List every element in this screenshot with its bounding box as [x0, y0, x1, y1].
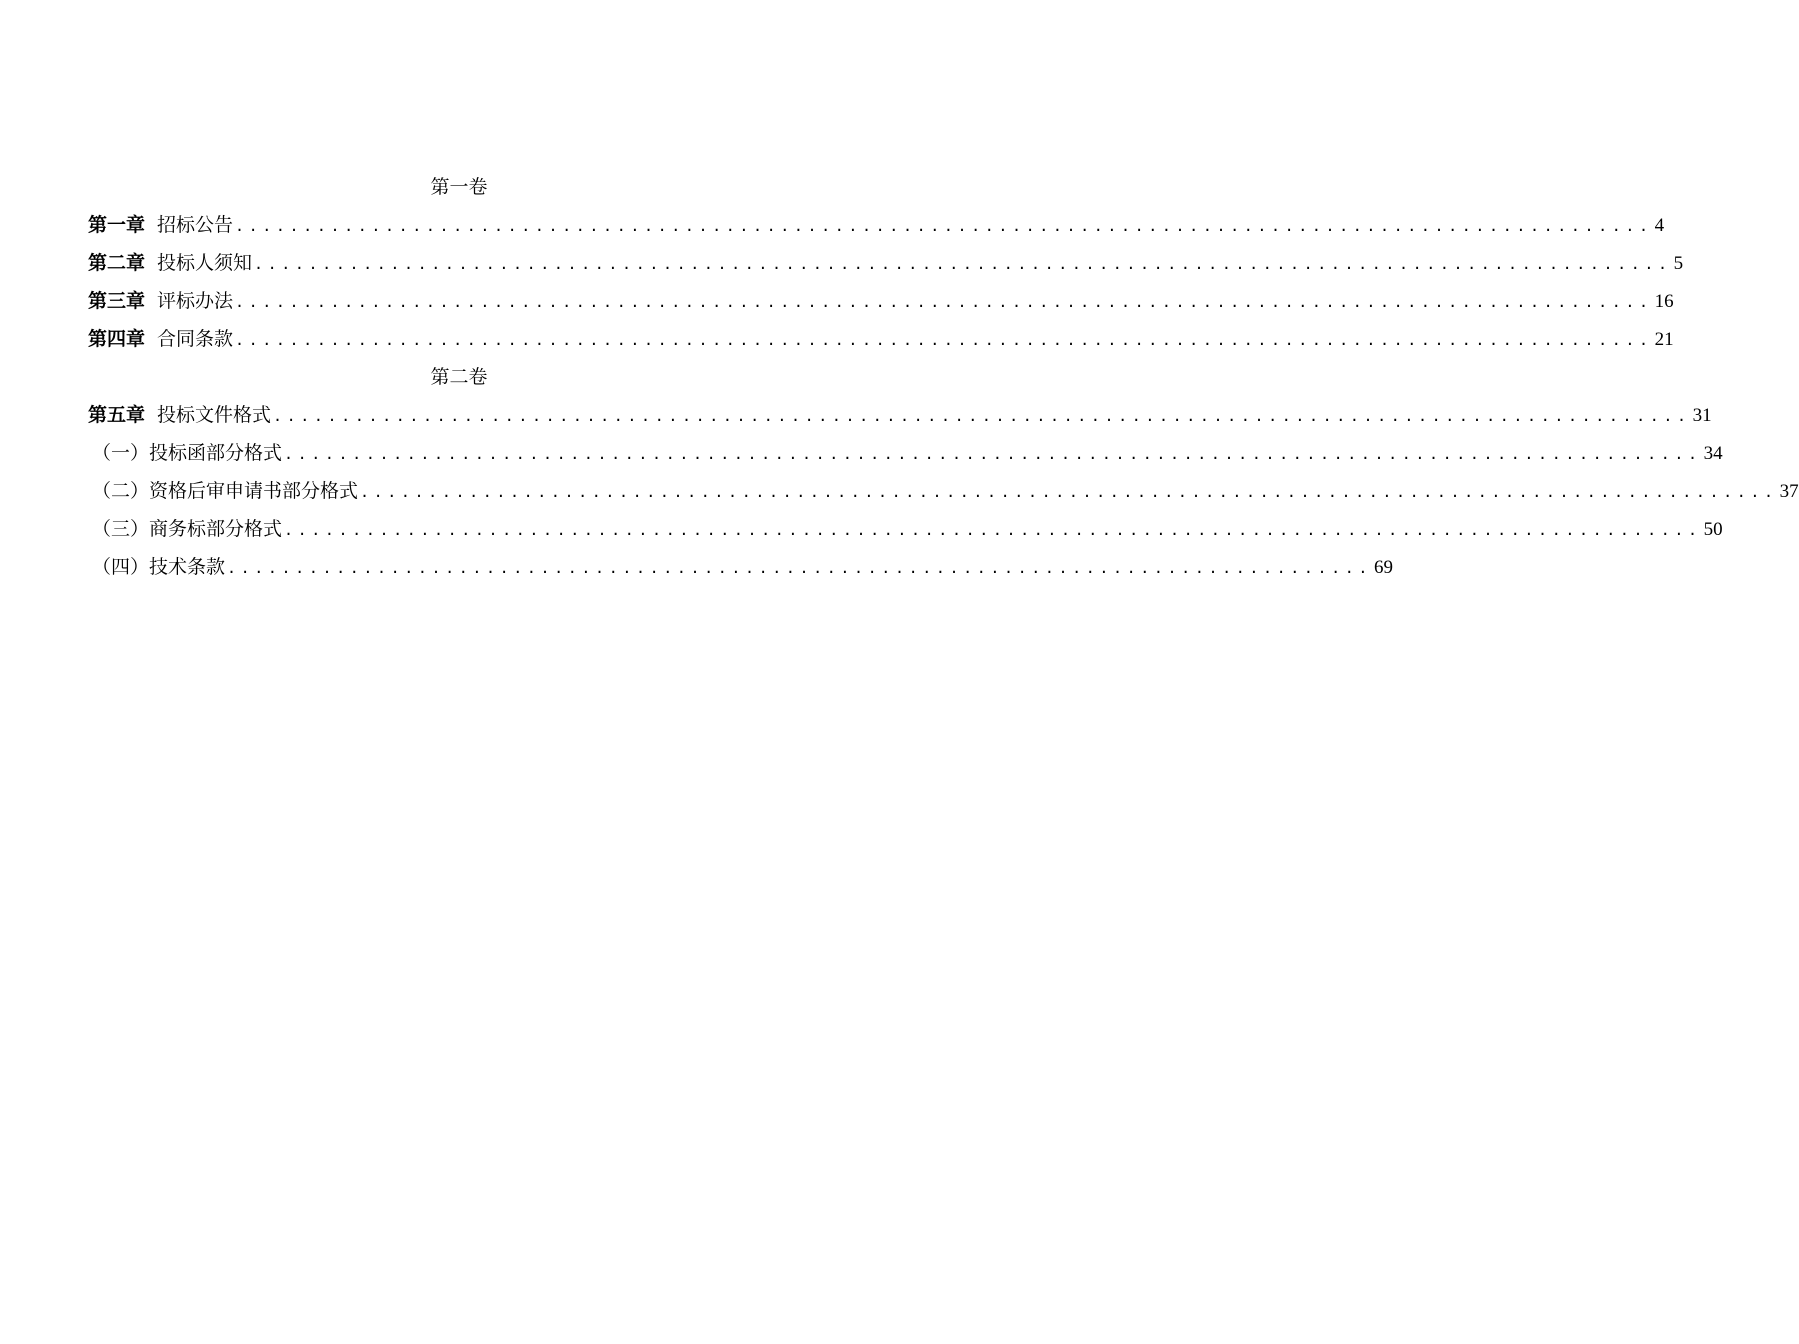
- leader-dots: ....................................................................................: [227, 559, 1373, 577]
- section-title: 投标函部分格式: [149, 442, 283, 464]
- volume-2-title: 第二卷: [430, 366, 488, 388]
- page-number: 31: [1692, 405, 1712, 426]
- section-number: （三）: [92, 518, 150, 540]
- section-title: 技术条款: [149, 556, 226, 578]
- leader-dots: ........................................................................................................: [360, 483, 1778, 501]
- page-number: 37: [1779, 481, 1799, 502]
- toc-entry-chapter-2[interactable]: [88, 244, 1684, 282]
- leader-dots: ........................................................................................................: [235, 331, 1653, 349]
- section-title: 商务标部分格式: [149, 518, 283, 540]
- leader-dots: ........................................................................................................: [284, 521, 1702, 539]
- chapter-number: 第五章: [88, 404, 146, 426]
- toc-entry-section-3[interactable]: [88, 510, 1723, 548]
- page-number: 34: [1703, 443, 1723, 464]
- toc-entry-chapter-5[interactable]: [88, 396, 1712, 434]
- volume-1-title: 第一卷: [430, 176, 488, 198]
- chapter-title: 合同条款: [157, 328, 234, 350]
- chapter-title: 招标公告: [157, 214, 234, 236]
- leader-dots: ........................................................................................................: [235, 217, 1653, 235]
- chapter-number: 第二章: [88, 252, 146, 274]
- toc-entry-chapter-3[interactable]: [88, 282, 1674, 320]
- toc-entry-section-4[interactable]: [88, 548, 1394, 586]
- page-number: 4: [1654, 215, 1665, 236]
- section-number: （四）: [92, 556, 150, 578]
- page-number: 50: [1703, 519, 1723, 540]
- toc-entry-chapter-1[interactable]: [88, 206, 1665, 244]
- page-number: 5: [1673, 253, 1684, 274]
- leader-dots: ........................................................................................................: [235, 293, 1653, 311]
- table-of-contents: [88, 168, 1799, 586]
- leader-dots: ........................................................................................................: [254, 255, 1672, 273]
- section-title: 资格后审申请书部分格式: [149, 480, 359, 502]
- toc-entry-section-2[interactable]: [88, 472, 1799, 510]
- chapter-title: 投标文件格式: [157, 404, 272, 426]
- chapter-number: 第一章: [88, 214, 146, 236]
- section-number: （一）: [92, 442, 150, 464]
- page-number: 69: [1374, 557, 1394, 578]
- toc-entry-section-1[interactable]: [88, 434, 1723, 472]
- page-number: 21: [1654, 329, 1674, 350]
- leader-dots: ........................................................................................................: [273, 407, 1691, 425]
- leader-dots: ........................................................................................................: [284, 445, 1702, 463]
- chapter-number: 第三章: [88, 290, 146, 312]
- section-number: （二）: [92, 480, 150, 502]
- chapter-title: 评标办法: [157, 290, 234, 312]
- chapter-number: 第四章: [88, 328, 146, 350]
- chapter-title: 投标人须知: [157, 252, 253, 274]
- toc-entry-chapter-4[interactable]: [88, 320, 1674, 358]
- page-number: 16: [1654, 291, 1674, 312]
